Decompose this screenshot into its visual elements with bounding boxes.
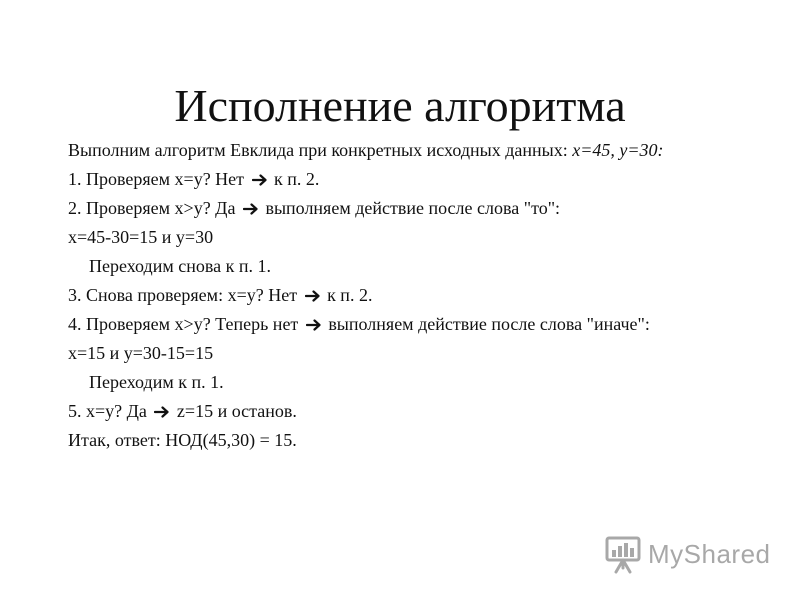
step-3-condition: 3. Снова проверяем: x=y? Нет (68, 285, 302, 305)
step-4-goto: Переходим к п. 1. (89, 372, 224, 392)
answer-line: Итак, ответ: НОД(45,30) = 15. (68, 430, 297, 450)
step-2-result: выполняем действие после слова "то": (260, 198, 561, 218)
step-1-result: к п. 2. (269, 169, 320, 189)
arrow-right-icon (305, 290, 321, 302)
step-2-computation: x=45-30=15 и y=30 (68, 227, 214, 247)
step-2-condition: 2. Проверяем x>y? Да (68, 198, 240, 218)
arrow-right-icon (243, 203, 259, 215)
watermark-logo (604, 532, 771, 576)
step-5-condition: 5. x=y? Да (68, 401, 152, 421)
slide-title: Исполнение алгоритма (174, 80, 626, 131)
step-1-check (68, 165, 768, 194)
intro-y-value: y=30: (619, 140, 664, 160)
step-1-condition: 1. Проверяем x=y? Нет (68, 169, 249, 189)
step-5-check (68, 397, 768, 426)
watermark-text: MyShared (648, 538, 771, 569)
step-4-condition: 4. Проверяем x>y? Теперь нет (68, 314, 303, 334)
slide-body (68, 136, 768, 455)
step-2-goto: Переходим снова к п. 1. (89, 256, 271, 276)
arrow-right-icon (306, 319, 322, 331)
step-2-check (68, 194, 768, 223)
step-4-result: выполняем действие после слова "иначе": (323, 314, 650, 334)
step-5-result: z=15 и останов. (172, 401, 297, 421)
intro-line (68, 136, 768, 165)
intro-x-value: x=45, (572, 140, 620, 160)
step-4-check (68, 310, 768, 339)
step-3-result: к п. 2. (322, 285, 373, 305)
step-4-computation: x=15 и y=30-15=15 (68, 343, 214, 363)
presentation-board-icon (604, 534, 642, 574)
intro-text: Выполним алгоритм Евклида при конкретных исходных данных: (68, 140, 573, 160)
step-3-check (68, 281, 768, 310)
arrow-right-icon (252, 174, 268, 186)
arrow-right-icon (154, 406, 170, 418)
